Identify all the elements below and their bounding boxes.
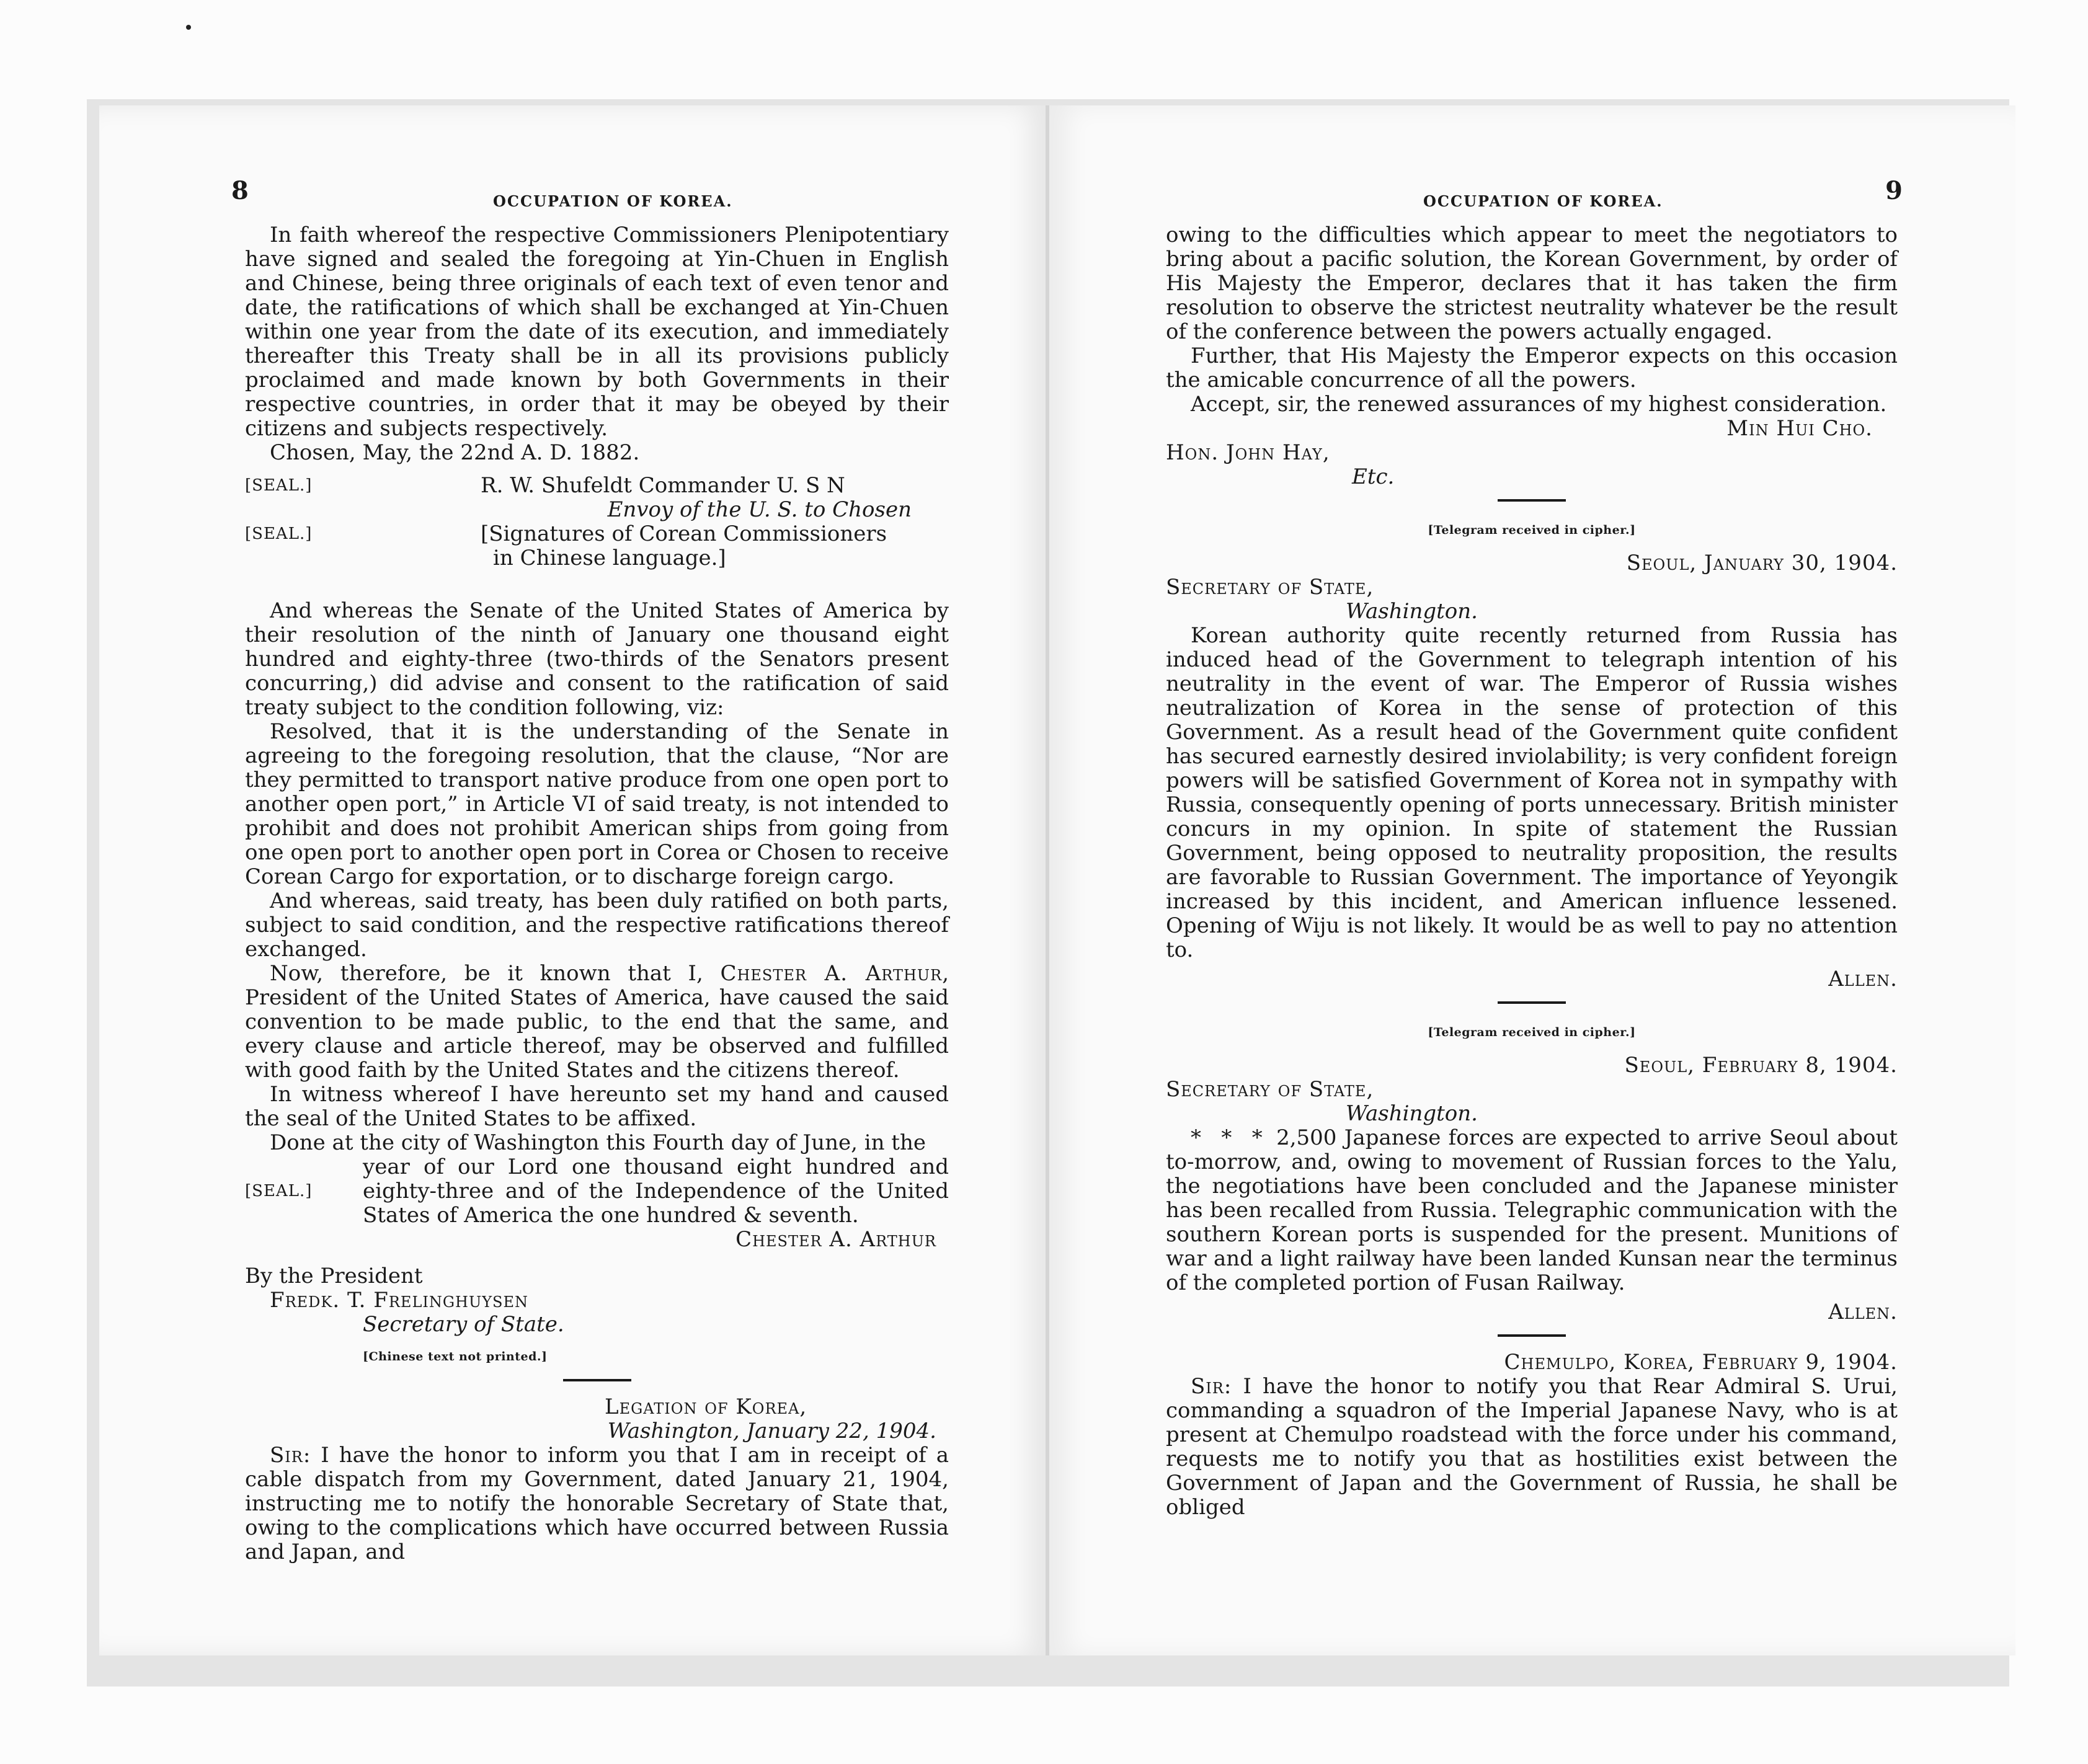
witness-paragraph: In witness whereof I have hereunto set my hand and caused the seal of the United States to be affixed. <box>245 1082 949 1131</box>
shufeldt-signature: R. W. Shufeldt Commander U. S N <box>481 473 845 498</box>
chemulpo-letter <box>1166 1375 1898 1520</box>
left-running-head <box>231 176 949 223</box>
corean-signatures-line1: [Signatures of Corean Commissioners <box>481 521 887 546</box>
telegram-recipient-place: Washington. <box>1346 1101 1478 1126</box>
further-paragraph: Further, that His Majesty the Emperor expects on this occasion the amicable concurrence of all the powers. <box>1166 343 1898 392</box>
treaty-closing: In faith whereof the respective Commissioners Plenipotentiary have signed and sealed the foregoing at Yin-Chuen in English and Chinese, being three originals of each text of even tenor and date, the ratifications of which shall be exchanged at Yin-Chuen within one year from the date of its execution, and immediately thereafter this Treaty shall be in all its provisions publicly proclaimed and made known by both Governments in their respective countries, in order that it may be obeyed by their citizens and subjects respectively. <box>245 223 949 441</box>
arthur-signature: Chester A. Arthur <box>735 1227 936 1252</box>
letter-continued: owing to the difficulties which appear to meet the negotiators to bring about a pacific solution, the Korean Government, by order of His Majesty the Emperor, declares that it has taken the firm resolution to observe the strictest neutrality whatever be the result of the conference between the powers actually engaged. <box>1166 223 1898 344</box>
resolved-paragraph: Resolved, that it is the understanding of the Senate in agreeing to the foregoing resolution, that the clause, “Nor are they permitted to transport native produce from one open port to another open port,” in Article VI of said treaty, is not intended to prohibit and does not prohibit American ships from going from one open port to another open port in Corea or Chosen to receive Corean Cargo for exportation, or to discharge foreign cargo. <box>245 719 949 889</box>
chemulpo-dateline: Chemulpo, Korea, February 9, 1904. <box>1504 1350 1898 1375</box>
seal-label: [SEAL.] <box>245 525 313 543</box>
legation-heading: Legation of Korea, <box>605 1394 807 1419</box>
done-rest: year of our Lord one thousand eight hundred and eighty-three and of the Independence of the United States of America the one hundred & seventh. <box>363 1155 949 1228</box>
section-rule <box>1498 499 1566 502</box>
proclamation-paragraph <box>245 962 949 1083</box>
frelinghuysen-signature: Fredk. T. Frelinghuysen <box>270 1288 528 1313</box>
telegram-dateline-place: Seoul, February 8, 1904. <box>1624 1053 1898 1078</box>
telegram-dateline-place: Seoul, January 30, 1904. <box>1626 551 1898 575</box>
corean-signatures-line2: in Chinese language.] <box>493 546 726 570</box>
by-the-president: By the President <box>245 1264 423 1288</box>
speck <box>186 25 191 30</box>
running-head-title: OCCUPATION OF KOREA. <box>493 192 733 210</box>
book-gutter <box>1046 105 1049 1655</box>
left-page-text <box>231 176 949 1564</box>
seal-label: [SEAL.] <box>245 1182 313 1200</box>
page-number: 9 <box>1885 176 1904 205</box>
legation-letter-text: I have the honor to inform you that I am in receipt of a cable dispatch from my Government, dated January 21, 1904, instructing me to notify the honorable Secretary of State that, owing to the complications which have occurred between Russia and Japan, and <box>245 1443 949 1564</box>
right-running-head <box>1166 176 1904 223</box>
ellipsis-stars: * * * <box>1191 1125 1269 1150</box>
chemulpo-letter-text: I have the honor to notify you that Rear Admiral S. Urui, commanding a squadron of the Imperial Japanese Navy, who is at present at Chemulpo roadstead with the force under his command, requests me to notify you that as hostilities exist between the Government of Japan and the Government of Russia, he shall be obliged <box>1166 1374 1898 1520</box>
senate-resolution: And whereas the Senate of the United States of America by their resolution of the ninth of January one thousand eight hundred and eighty-three (two-thirds of the Senators present concurring,) did advise and consent to the ratification of said treaty subject to the condition following, viz: <box>245 598 949 720</box>
seal-row-done <box>245 1155 949 1228</box>
ratified-paragraph: And whereas, said treaty, has been duly ratified on both parts, subject to said condition, and the respective ratifications thereof exchanged. <box>245 889 949 962</box>
telegram-note: [Telegram received in cipher.] <box>1428 1026 1636 1039</box>
salutation: Sir: <box>1191 1374 1232 1399</box>
seal-row-shufeldt <box>245 474 949 498</box>
page-number: 8 <box>231 176 250 205</box>
treaty-date: Chosen, May, the 22nd A. D. 1882. <box>270 440 640 465</box>
right-page-text <box>1166 176 1904 1520</box>
telegram-recipient-place: Washington. <box>1346 599 1478 624</box>
legation-letter <box>245 1443 949 1564</box>
section-rule <box>563 1379 631 1381</box>
done-line1: Done at the city of Washington this Fourth day of June, in the <box>270 1130 926 1155</box>
proclamation-start: Now, therefore, be it known that I, <box>270 961 721 986</box>
seal-row-corean <box>245 522 949 546</box>
secretary-of-state-title: Secretary of State. <box>363 1312 564 1337</box>
accept-paragraph: Accept, sir, the renewed assurances of my highest consideration. <box>1191 392 1887 417</box>
telegram-body-text: 2,500 Japanese forces are expected to arrive Seoul about to-morrow, and, owing to movement of Russian forces to the Yalu, the negotiations have been concluded and the Japanese minister has been recalled from Russia. Telegraphic communication with the southern Korean ports is suspended for the present. Munitions of war and a light railway have been landed Kunsan near the terminus of the completed portion of Fusan Railway. <box>1166 1125 1898 1295</box>
salutation: Sir: <box>270 1443 311 1468</box>
telegram-body <box>1166 1126 1898 1295</box>
allen-signature: Allen. <box>1828 967 1898 991</box>
addressee-etc: Etc. <box>1352 464 1395 489</box>
chinese-text-note: [Chinese text not printed.] <box>363 1350 548 1363</box>
telegram-body: Korean authority quite recently returned from Russia has induced head of the Government to telegraph intention of his neutrality in the event of war. The Emperor of Russia wishes neutralization of Korea in the sense of protection of this Government. As a result head of the Government quite confident has secured earnestly desired inviolability; is very confident foreign powers will be satisfied Government of Korea not in sympathy with Russia, consequently opening of ports unnecessary. British minister concurs in my opinion. In spite of statement the Russian Government, being opposed to neutrality proposition, the results are favorable to Russian Government. The importance of Yeyongik increased by this incident, and American influence lessened. Opening of Wiju is not likely. It would be as well to pay no attention to. <box>1166 623 1898 962</box>
running-head-title: OCCUPATION OF KOREA. <box>1423 192 1663 210</box>
addressee-john-hay: Hon. John Hay, <box>1166 440 1330 465</box>
legation-dateline: Washington, January 22, 1904. <box>607 1419 936 1443</box>
telegram-recipient: Secretary of State, <box>1166 575 1374 600</box>
proclamation-rest: , President of the United States of America, have caused the said convention to be made public, to the end that the same, and every clause and article thereof, may be observed and fulfilled with good faith by the United States and the citizens thereof. <box>245 961 949 1083</box>
section-rule <box>1498 1334 1566 1337</box>
telegram-recipient: Secretary of State, <box>1166 1077 1374 1102</box>
seal-label: [SEAL.] <box>245 476 313 495</box>
telegram-note: [Telegram received in cipher.] <box>1428 523 1636 537</box>
president-name: Chester A. Arthur <box>720 961 943 986</box>
allen-signature: Allen. <box>1828 1300 1898 1324</box>
shufeldt-title: Envoy of the U. S. to Chosen <box>607 497 912 522</box>
min-hui-cho-signature: Min Hui Cho. <box>1726 416 1873 441</box>
section-rule <box>1498 1001 1566 1004</box>
